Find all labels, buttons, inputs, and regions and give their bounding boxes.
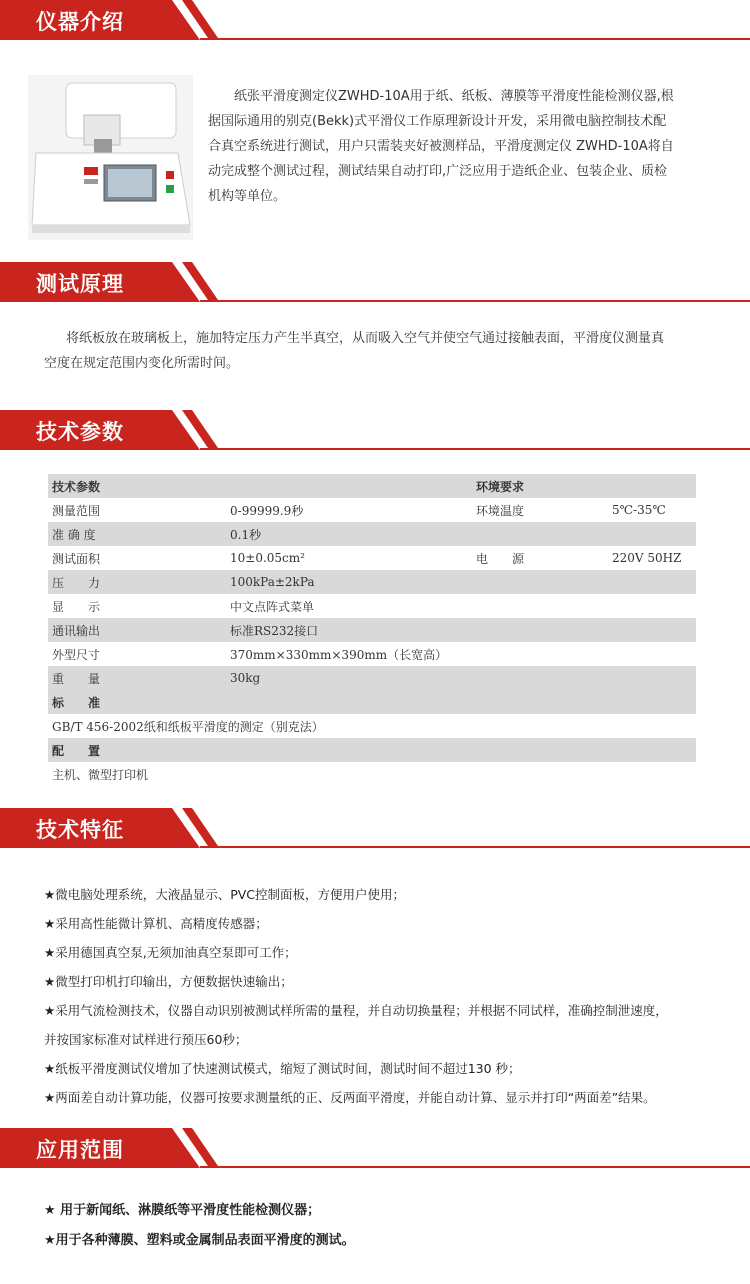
intro-line: 动完成整个测试过程，测试结果自动打印,广泛应用于造纸企业、包装企业、质检 [208,164,668,179]
param-label: 测量范围 [52,503,101,518]
feature-item: ★采用高性能微计算机、高精度传感器； [44,916,268,931]
env-label [472,522,608,546]
param-value: 100kPa±2kPa [226,570,472,594]
config-value: 主机、微型打印机 [52,767,149,782]
section-header-applications [0,1128,750,1172]
params-table [48,474,696,786]
table-row [48,642,696,666]
env-value: 5℃-35℃ [612,503,666,517]
intro-paragraph [208,84,718,209]
section-title-params: 技术参数 [36,420,124,444]
env-value [608,666,696,690]
features-list [44,880,668,1112]
env-value [608,618,696,642]
intro-line: 据国际通用的别克(Bekk)式平滑仪工作原理新设计开发，采用微电脑控制技术配 [208,114,667,129]
feature-item: ★微电脑处理系统，大液晶显示、PVC控制面板，方便用户使用； [44,887,406,902]
param-value: 0.1秒 [226,522,472,546]
table-row [48,498,696,522]
param-label: 准 确 度 [48,522,226,546]
param-value: 10±0.05cm² [230,551,305,565]
feature-item: ★两面差自动计算功能，仪器可按要求测量纸的正、反两面平滑度，并能自动计算、显示并打印“两面差”结果。 [44,1090,656,1105]
config-label: 配 置 [48,738,696,762]
param-label: 通讯输出 [48,618,226,642]
env-label [472,642,608,666]
table-row [48,666,696,690]
param-label: 外型尺寸 [52,647,101,662]
section-header-intro [0,0,750,44]
applications-list [44,1196,355,1256]
principle-line: 空度在规定范围内变化所需时间。 [44,356,240,371]
param-label: 压 力 [48,570,226,594]
env-label: 电 源 [476,551,525,566]
env-value [608,522,696,546]
feature-item: ★微型打印机打印输出，方便数据快速输出； [44,974,293,989]
intro-line: 纸张平滑度测定仪ZWHD-10A用于纸、纸板、薄膜等平滑度性能检测仪器,根 [234,89,674,104]
application-item: ★ 用于新闻纸、淋膜纸等平滑度性能检测仪器； [44,1203,321,1218]
table-row [48,714,696,738]
feature-item: ★纸板平滑度测试仪增加了快速测试模式，缩短了测试时间，测试时间不超过130 秒； [44,1061,521,1076]
env-value [608,642,696,666]
param-label: 显 示 [52,599,101,614]
standard-value: GB/T 456-2002纸和纸板平滑度的测定（别克法） [52,719,324,734]
feature-item: ★采用德国真空泵,无须加油真空泵即可工作； [44,945,297,960]
smoothness-tester-photo [28,75,193,240]
section-title-applications: 应用范围 [36,1138,124,1162]
intro-line: 机构等单位。 [208,189,287,204]
env-label: 环境温度 [476,503,525,518]
env-value [608,594,696,618]
env-value [608,570,696,594]
section-header-principle [0,262,750,306]
env-label [472,570,608,594]
table-header-row [48,474,696,498]
section-header-features [0,808,750,852]
table-row [48,762,696,786]
param-value: 370mm×330mm×390mm（长宽高） [230,647,448,662]
table-row [48,522,696,546]
table-section-row [48,738,696,762]
env-value: 220V 50HZ [612,551,682,565]
table-row [48,618,696,642]
param-label: 重 量 [48,666,226,690]
section-header-params [0,410,750,454]
param-label: 测试面积 [52,551,101,566]
section-title-principle: 测试原理 [36,272,124,296]
table-header-cell: 技术参数 [48,474,226,498]
env-label [472,594,608,618]
principle-line: 将纸板放在玻璃板上，施加特定压力产生半真空，从而吸入空气并使空气通过接触表面，平滑度仪测量真 [66,331,665,346]
param-value: 0-99999.9秒 [230,503,304,518]
feature-item: ★采用气流检测技术，仪器自动识别被测试样所需的量程，并自动切换量程；并根据不同试样，准确控制泄速度， [44,1003,668,1018]
application-item: ★用于各种薄膜、塑料或金属制品表面平滑度的测试。 [44,1233,355,1248]
section-title-features: 技术特征 [36,818,124,842]
param-value: 30kg [226,666,472,690]
env-label [472,666,608,690]
table-row [48,570,696,594]
intro-line: 合真空系统进行测试，用户只需装夹好被测样品，平滑度测定仪 ZWHD-10A将自 [208,139,674,154]
feature-item: 并按国家标准对试样进行预压60秒； [44,1032,248,1047]
param-value: 标准RS232接口 [226,618,472,642]
table-header-cell: 环境要求 [472,474,608,498]
principle-paragraph [44,326,704,376]
table-section-row [48,690,696,714]
param-value: 中文点阵式菜单 [230,599,315,614]
standard-label: 标 准 [48,690,696,714]
table-row [48,546,696,570]
env-label [472,618,608,642]
table-row [48,594,696,618]
section-title-intro: 仪器介绍 [36,10,124,34]
